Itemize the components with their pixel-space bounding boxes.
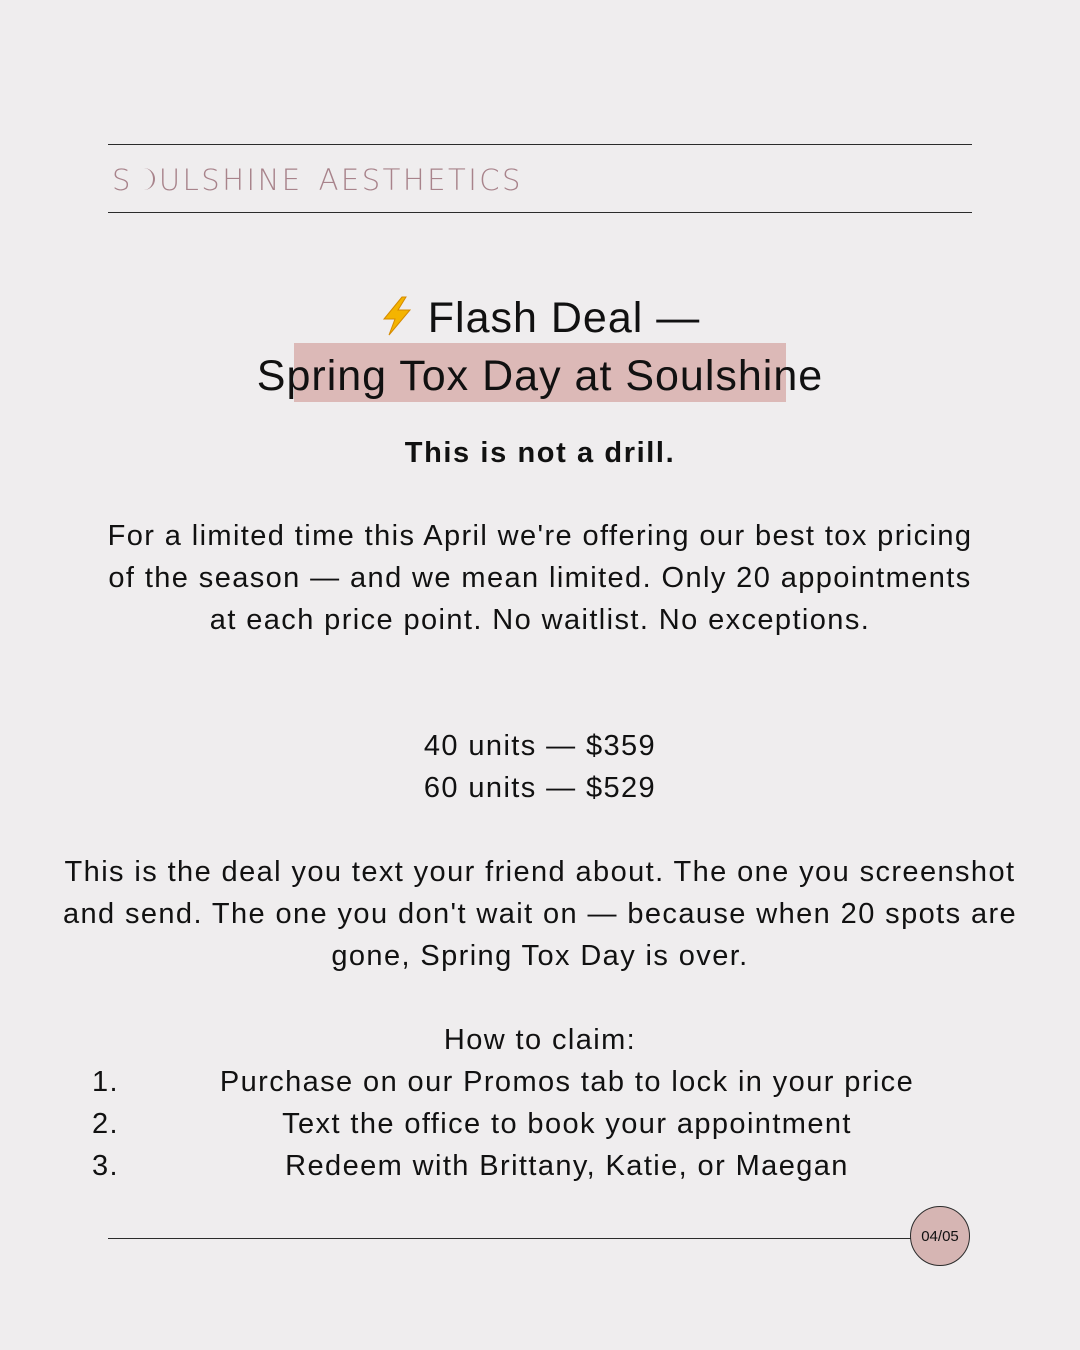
logo-letter-s: S [112, 163, 133, 197]
urgency-paragraph: This is the deal you text your friend about. The one you screenshot and send. The one you don't wait on — because when 20 spots are gone, Spring Tox Day is over. [62, 856, 1018, 972]
crescent-moon-icon [143, 168, 155, 190]
step-number: 2. [92, 1108, 119, 1140]
step-text: Redeem with Brittany, Katie, or Maegan [285, 1150, 849, 1182]
page-title-line2: Spring Tox Day at Soulshine [256, 352, 824, 400]
title-text-line1: Flash Deal — [427, 294, 701, 342]
list-item [0, 1103, 1080, 1145]
logo-word-soulshine: ULSHINE [158, 163, 303, 197]
page-indicator-text: 04/05 [921, 1227, 959, 1245]
price-item: 40 units — $359 [423, 730, 657, 762]
step-text: Purchase on our Promos tab to lock in your price [219, 1066, 915, 1098]
subheading: This is not a drill. [404, 437, 676, 469]
page-title-line1 [0, 294, 1080, 347]
claim-steps-list [0, 1061, 1080, 1187]
intro-paragraph: For a limited time this April we're offering our best tox pricing of the season — and we mean limited. Only 20 appointments at each price point. No waitlist. No exceptions. [107, 520, 973, 636]
header-divider [108, 212, 972, 213]
top-divider [108, 144, 972, 145]
page-indicator-badge [910, 1206, 970, 1266]
list-item [0, 1145, 1080, 1187]
step-number: 3. [92, 1150, 119, 1182]
footer-divider [108, 1238, 914, 1239]
step-number: 1. [92, 1066, 119, 1098]
brand-logo [112, 160, 523, 200]
price-item: 60 units — $529 [423, 772, 657, 804]
price-list [60, 725, 1020, 809]
list-item [0, 1061, 1080, 1103]
step-text: Text the office to book your appointment [282, 1108, 852, 1140]
claim-heading: How to claim: [443, 1024, 637, 1056]
logo-word-aesthetics: AESTHETICS [318, 163, 523, 197]
lightning-bolt-icon [380, 296, 414, 347]
